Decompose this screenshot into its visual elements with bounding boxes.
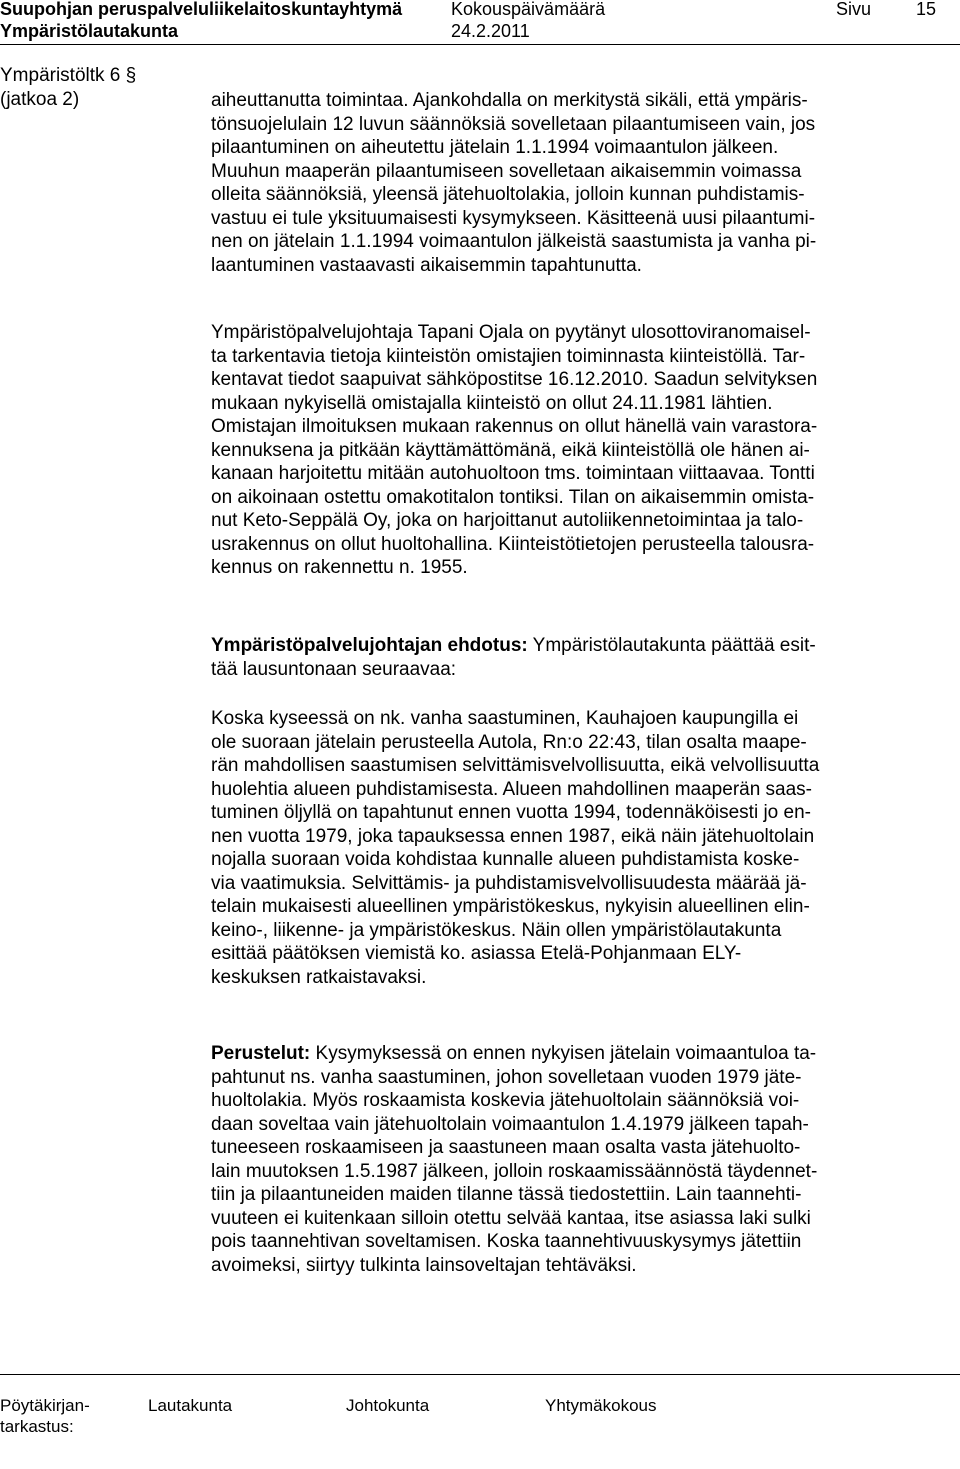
text-line: nen vuotta 1979, joka tapauksessa ennen 1987, eikä näin jätehuoltolain: [211, 825, 815, 847]
text-line: daan soveltaa vain jätehuoltolain voimaantulon 1.4.1979 jälkeen tapah-: [211, 1113, 809, 1135]
text-line: nojalla suoraan voida kohdistaa kunnalle alueen puhdistamista koske-: [211, 849, 800, 870]
board-signature-label: Lautakunta: [148, 1396, 233, 1415]
text-line: keino-, liikenne- ja ympäristökeskus. Näin ollen ympäristölautakunta: [211, 919, 782, 941]
text-line: tää lausuntonaan seuraavaa:: [211, 658, 457, 680]
text-line: Muuhun maaperän pilaantumiseen sovelletaan aikaisemmin voimassa: [211, 160, 802, 182]
page-label: Sivu: [836, 0, 872, 19]
text-line: telain mukaisesti alueellinen ympäristökeskus, nykyisin alueellinen elin-: [211, 896, 810, 917]
text-line: rän mahdollisen saastumisen selvittämisvelvollisuutta, eikä velvollisuutta: [211, 755, 820, 776]
proposal-line-1: [211, 634, 941, 658]
text-line: mukaan nykyisellä omistajalla kiinteistö on ollut 24.11.1981 lähtien.: [211, 392, 773, 414]
reasons: [211, 1042, 941, 1277]
text-line: Ympäristöpalvelujohtaja Tapani Ojala on pyytänyt ulosottoviranomaisel-: [211, 322, 811, 343]
section-label: Ympäristöltk 6: [0, 65, 121, 86]
header-divider: [0, 44, 960, 45]
paragraph-2: [211, 321, 941, 580]
statement: [211, 707, 941, 989]
directorate-signature-label: Johtokunta: [346, 1396, 430, 1415]
minutes-check-label-2: tarkastus:: [0, 1417, 74, 1436]
text-line: keskuksen ratkaistavaksi.: [211, 966, 427, 988]
meeting-date: 24.2.2011: [451, 21, 530, 41]
text-line: kennuksena ja pitkään käyttämättömänä, eikä kiinteistöllä ole hänen ai-: [211, 439, 810, 461]
text-line: olleita säännöksiä, yleensä jätehuoltolakia, jolloin kunnan puhdistamis-: [211, 184, 805, 205]
organization-name: Suupohjan peruspalveluliikelaitoskuntayhtymä: [0, 0, 403, 19]
proposal-label: Ympäristöpalvelujohtajan ehdotus:: [211, 635, 528, 656]
text-line: ta tarkentavia tietoja kiinteistön omistajien toiminnasta kiinteistöllä. Tar-: [211, 345, 806, 367]
text-line: laantuminen vastaavasti aikaisemmin tapahtunutta.: [211, 254, 642, 276]
text-line: kennus on rakennettu n. 1955.: [211, 557, 468, 578]
text-line: kanaan harjoitettu mitään autohuoltoon tms. toimintaan viittaavaa. Tontti: [211, 463, 815, 484]
text-line: nen on jätelain 1.1.1994 voimaantulon jälkeistä saastumista ja vanha pi-: [211, 231, 817, 252]
minutes-check-label-1: Pöytäkirjan-: [0, 1396, 90, 1415]
text-line: huolehtia alueen puhdistamisesta. Alueen mahdollinen maaperän saas-: [211, 778, 813, 800]
section-reference: [0, 64, 136, 88]
text-line: on aikoinaan ostettu omakotitalon tontiksi. Tilan on aikaisemmin omista-: [211, 486, 815, 508]
text-line: nut Keto-Seppälä Oy, joka on harjoittanut autoliikennetoimintaa ja talo-: [211, 510, 804, 531]
reasons-text: Kysymyksessä on ennen nykyisen jätelain voimaantuloa ta-: [310, 1043, 817, 1064]
text-line: via vaatimuksia. Selvittämis- ja puhdistamisvelvollisuudesta määrää jä-: [211, 872, 807, 894]
text-line: esittää päätöksen viemistä ko. asiassa Etelä-Pohjanmaan ELY-: [211, 943, 742, 964]
text-line: kentavat tiedot saapuivat sähköpostitse 16.12.2010. Saadun selvityksen: [211, 369, 818, 390]
text-line: aiheuttanutta toimintaa. Ajankohdalla on merkitystä sikäli, että ympäris-: [211, 90, 808, 111]
text-line: ole suoraan jätelain perusteella Autola, Rn:o 22:43, tilan osalta maape-: [211, 731, 807, 753]
text-line: tuneeseen roskaamiseen ja saastuneen maan osalta vasta jätehuolto-: [211, 1137, 801, 1158]
text-line: lain muutoksen 1.5.1987 jälkeen, jolloin roskaamissäännöstä täydennet-: [211, 1160, 818, 1182]
text-line: huoltolakia. Myös roskaamista koskevia jätehuoltolain säännöksiä voi-: [211, 1090, 800, 1111]
text-line: Omistajan ilmoituksen mukaan rakennus on ollut hänellä vain varastora-: [211, 416, 818, 437]
paragraph-1: [211, 89, 941, 277]
proposal: [211, 634, 941, 681]
reasons-line-1: [211, 1042, 941, 1066]
text-line: vastuu ei tule yksituumaisesti kysymykseen. Käsitteenä uusi pilaantumi-: [211, 207, 816, 229]
text-line: vuuteen ei kuitenkaan silloin otettu selvää kantaa, itse asiassa laki sulki: [211, 1207, 811, 1229]
continuation-label: (jatkoa 2): [0, 89, 80, 110]
board-name: Ympäristölautakunta: [0, 21, 179, 41]
page-number: 15: [916, 0, 937, 19]
text-line: Koska kyseessä on nk. vanha saastuminen, Kauhajoen kaupungilla ei: [211, 708, 799, 729]
proposal-text: Ympäristölautakunta päättää esit-: [527, 635, 816, 656]
section-symbol: §: [125, 65, 137, 86]
text-line: pahtunut ns. vanha saastuminen, johon sovelletaan vuoden 1979 jäte-: [211, 1066, 802, 1088]
text-line: tiin ja pilaantuneiden maiden tilanne tässä tiedostettiin. Lain taannehti-: [211, 1184, 802, 1205]
text-line: avoimeksi, siirtyy tulkinta lainsoveltajan tehtäväksi.: [211, 1254, 637, 1276]
text-line: tuminen öljyllä on tapahtunut ennen vuotta 1994, todennäköisesti jo en-: [211, 802, 811, 823]
text-line: tönsuojelulain 12 luvun säännöksiä sovelletaan pilaantumiseen vain, jos: [211, 113, 816, 135]
text-line: usrakennus on ollut huoltohallina. Kiinteistötietojen perusteella talousra-: [211, 533, 815, 555]
reasons-label: Perustelut:: [211, 1043, 311, 1064]
meeting-date-label: Kokouspäivämäärä: [451, 0, 606, 19]
joint-meeting-signature-label: Yhtymäkokous: [545, 1396, 657, 1415]
text-line: pilaantuminen on aiheutettu jätelain 1.1.1994 voimaantulon jälkeen.: [211, 137, 779, 158]
footer-divider: [0, 1374, 960, 1375]
text-line: pois taannehtivan soveltamisen. Koska taannehtivuuskysymys jätettiin: [211, 1231, 802, 1252]
